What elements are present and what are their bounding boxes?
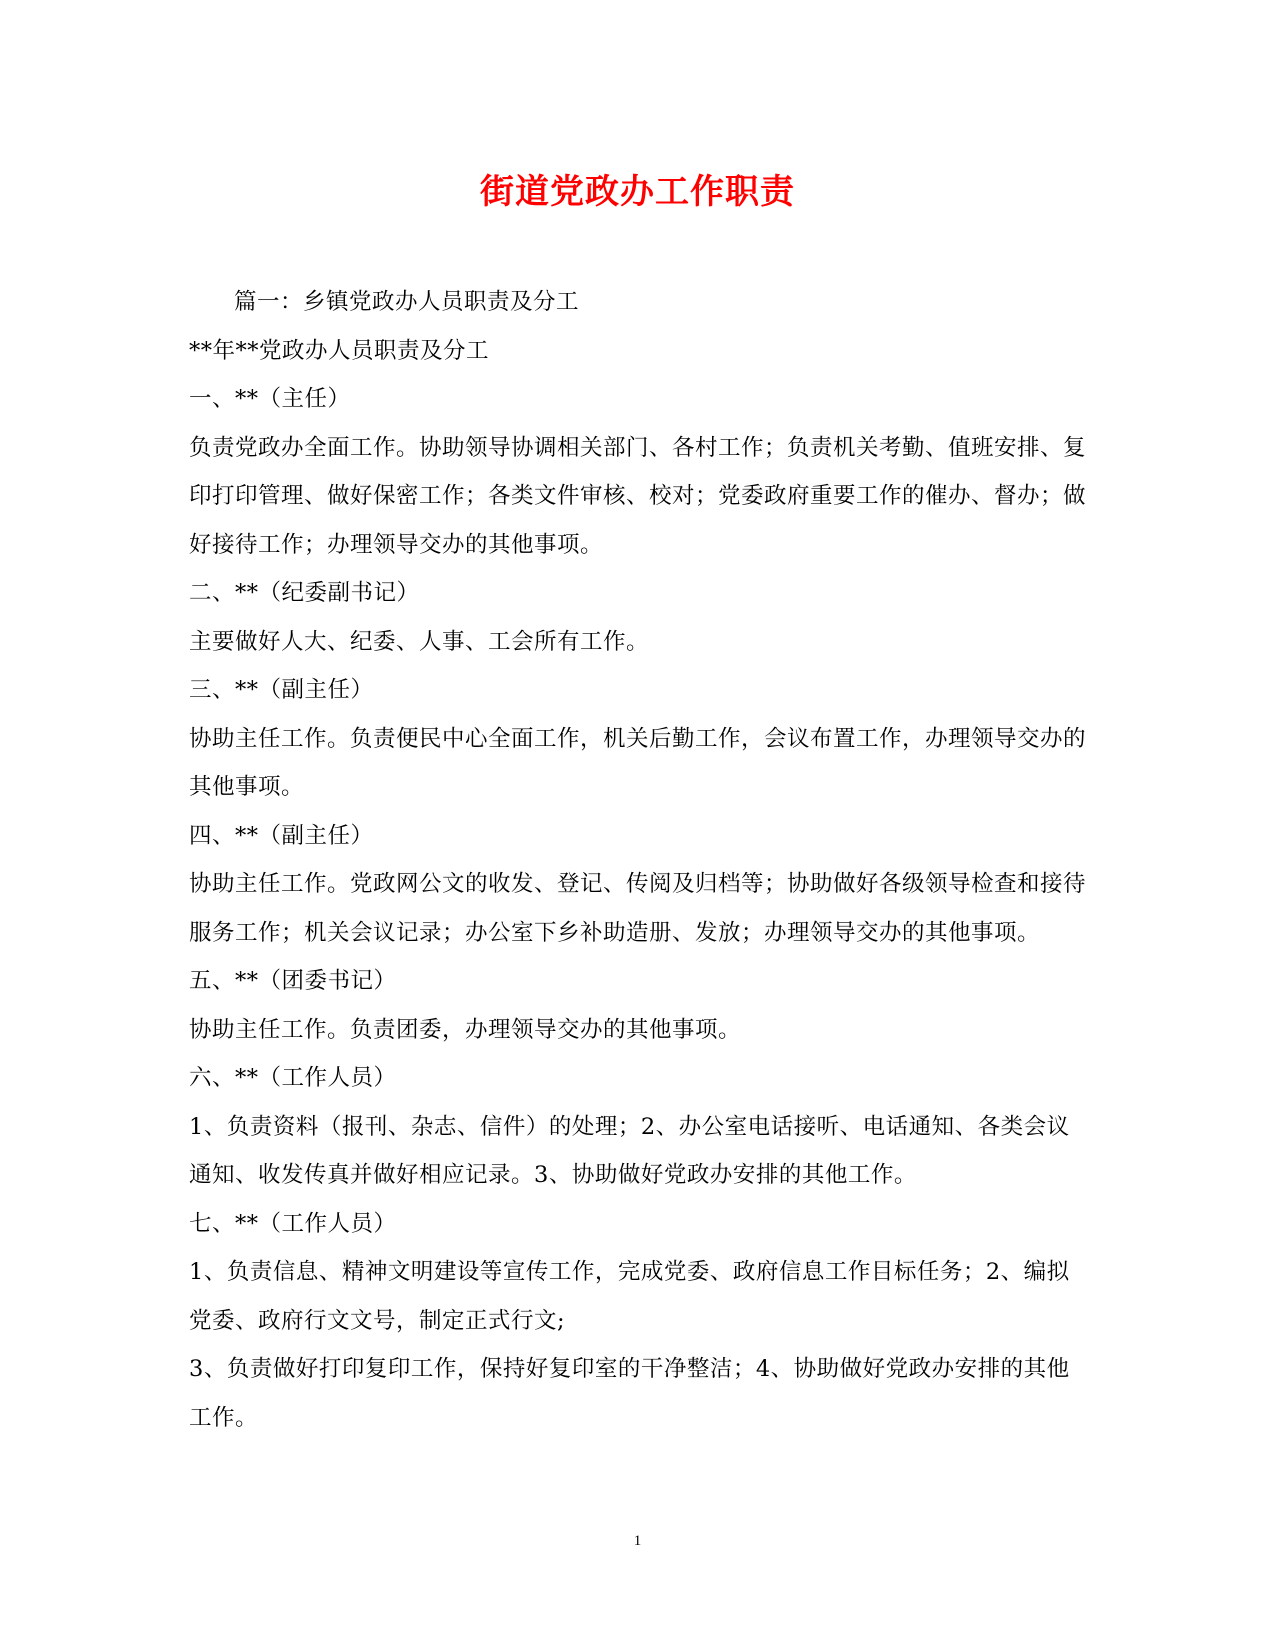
page-number: 1 [633, 1533, 642, 1549]
section-heading: 篇一：乡镇党政办人员职责及分工 [234, 289, 580, 315]
role-description: 主要做好人大、纪委、人事、工会所有工作。 [189, 628, 650, 655]
document-body [189, 278, 1089, 1442]
role-description: 协助主任工作。负责团委，办理领导交办的其他事项。 [189, 1016, 742, 1043]
role-heading: 五、**（团委书记） [189, 968, 397, 994]
role-heading: 四、**（副主任） [189, 822, 374, 849]
role-heading: 六、**（工作人员） [189, 1065, 397, 1091]
role-description: 3、负责做好打印复印工作，保持好复印室的干净整洁；4、协助做好党政办安排的其他工作。 [189, 1356, 1070, 1431]
role-heading: 一、**（主任） [189, 386, 351, 412]
role-description: 负责党政办全面工作。协助领导协调相关部门、各村工作；负责机关考勤、值班安排、复印打印管理、做好保密工作；各类文件审核、校对；党委政府重要工作的催办、督办；做好接待工作；办理领导交办的其他事项。 [189, 434, 1087, 558]
role-heading: 二、**（纪委副书记） [189, 580, 420, 606]
role-heading: 七、**（工作人员） [189, 1210, 397, 1237]
role-heading: 三、**（副主任） [189, 677, 374, 703]
role-description: 协助主任工作。负责便民中心全面工作，机关后勤工作，会议布置工作，办理领导交办的其他事项。 [189, 725, 1087, 800]
role-description: 协助主任工作。党政网公文的收发、登记、传阅及归档等；协助做好各级领导检查和接待服务工作；机关会议记录；办公室下乡补助造册、发放；办理领导交办的其他事项。 [189, 871, 1087, 946]
role-description: 1、负责资料（报刊、杂志、信件）的处理；2、办公室电话接听、电话通知、各类会议通知、收发传真并做好相应记录。3、协助做好党政办安排的其他工作。 [189, 1113, 1070, 1188]
document-title: 街道党政办工作职责 [480, 172, 795, 212]
role-description: 1、负责信息、精神文明建设等宣传工作，完成党委、政府信息工作目标任务；2、编拟党委、政府行文文号，制定正式行文; [189, 1259, 1070, 1334]
subtitle: **年**党政办人员职责及分工 [189, 337, 490, 364]
